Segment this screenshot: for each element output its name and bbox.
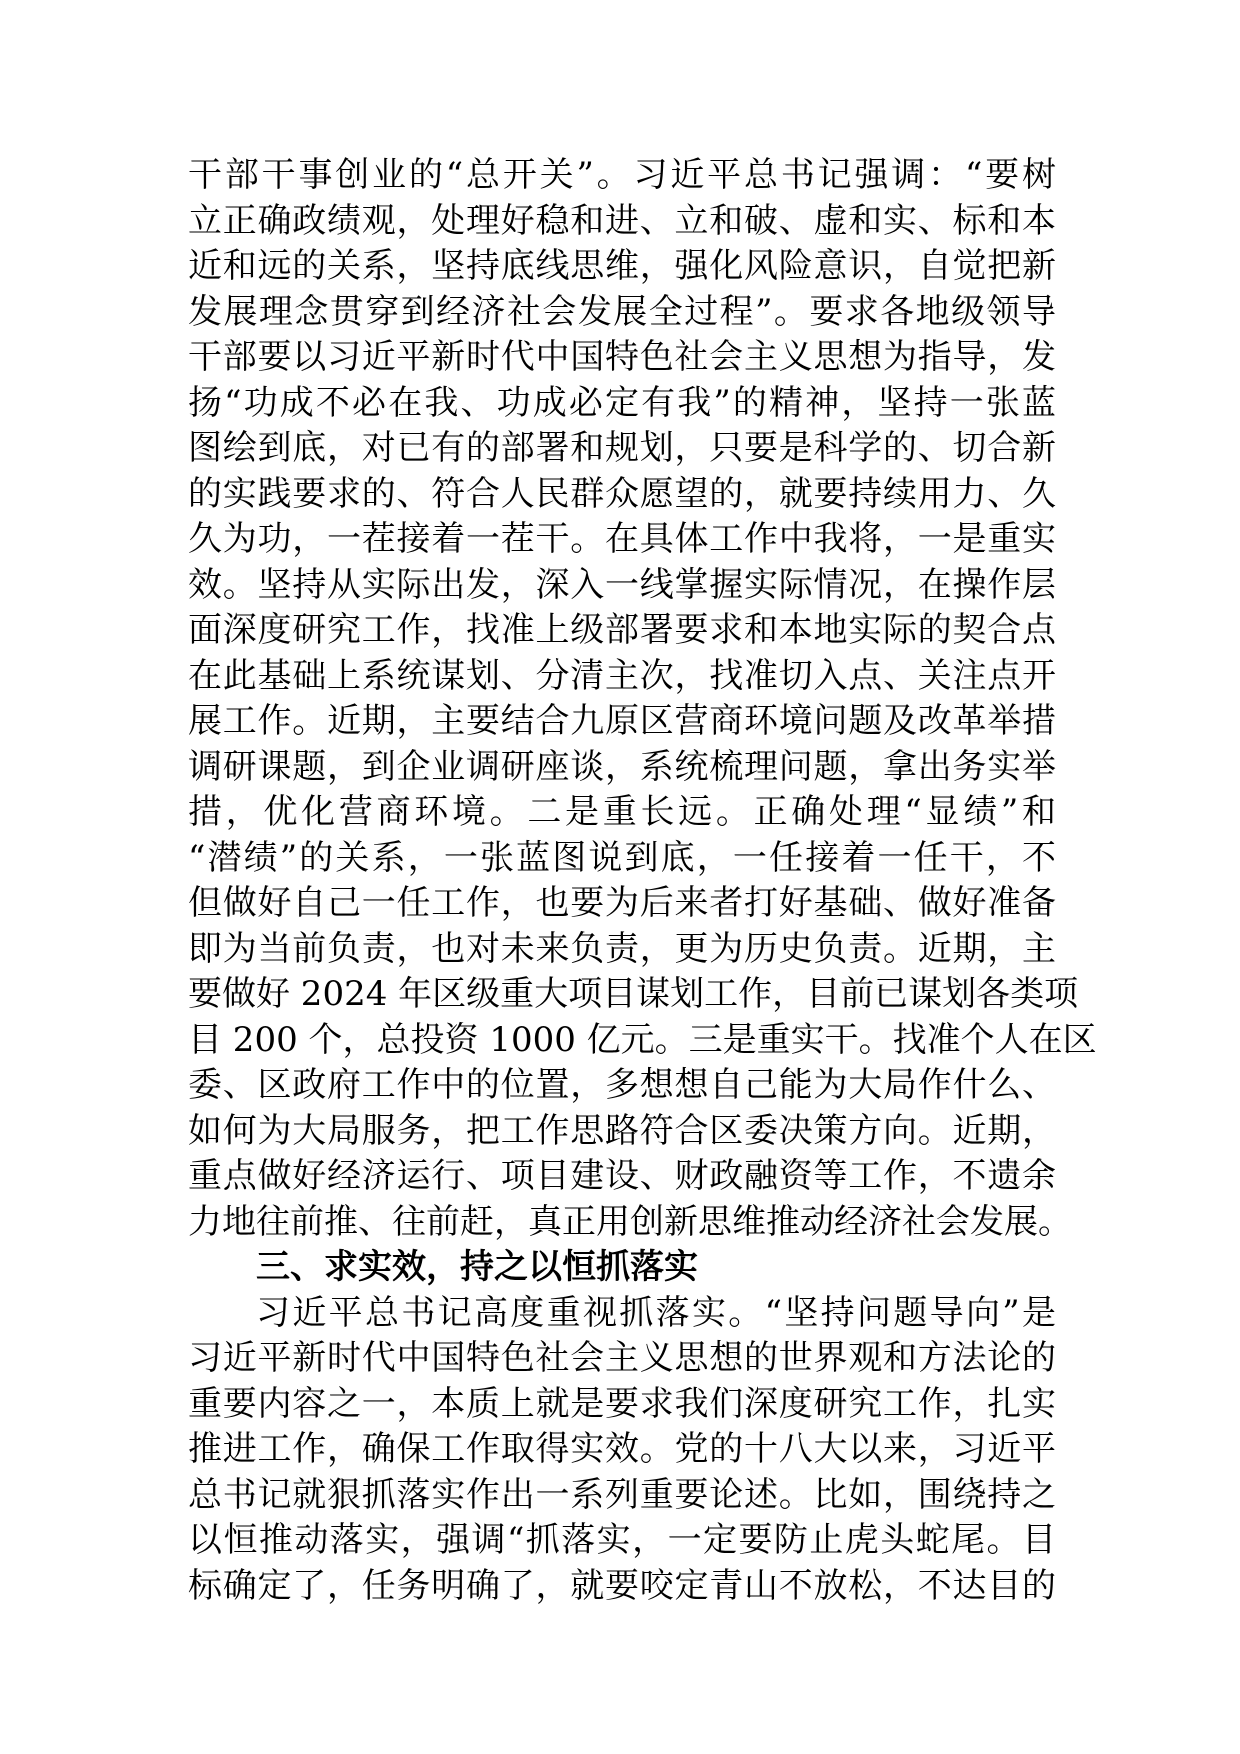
text-line: 措，优化营商环境。二是重长远。正确处理“显绩”和 — [188, 792, 1056, 832]
text-line: 立正确政绩观，处理好稳和进、立和破、虚和实、标和本 — [188, 200, 1056, 241]
text-line: 的实践要求的、符合人民群众愿望的，就要持续用力、久 — [188, 473, 1056, 514]
text-line: 习近平总书记高度重视抓落实。“坚持问题导向”是 — [256, 1292, 1056, 1333]
text-line: 效。坚持从实际出发，深入一线掌握实际情况，在操作层 — [188, 564, 1056, 605]
text-line: 目 200 个，总投资 1000 亿元。三是重实干。找准个人在区 — [188, 1019, 1097, 1060]
text-line: 干部要以习近平新时代中国特色社会主义思想为指导，发 — [188, 337, 1056, 377]
text-line: 展工作。近期，主要结合九原区营商环境问题及改革举措 — [188, 701, 1056, 741]
section-heading: 三、求实效，持之以恒抓落实 — [256, 1247, 698, 1287]
text-line: “潜绩”的关系，一张蓝图说到底，一任接着一任干，不 — [188, 837, 1056, 878]
text-line: 习近平新时代中国特色社会主义思想的世界观和方法论的 — [188, 1338, 1056, 1378]
text-line: 近和远的关系，坚持底线思维，强化风险意识，自觉把新 — [188, 246, 1056, 286]
text-line: 标确定了，任务明确了，就要咬定青山不放松，不达目的 — [188, 1565, 1056, 1606]
text-line: 即为当前负责，也对未来负责，更为历史负责。近期，主 — [188, 928, 1056, 969]
text-line: 力地往前推、往前赶，真正用创新思维推动经济社会发展。 — [188, 1201, 1072, 1242]
text-line: 发展理念贯穿到经济社会发展全过程”。要求各地级领导 — [188, 291, 1056, 332]
text-line: 调研课题，到企业调研座谈，系统梳理问题，拿出务实举 — [188, 746, 1056, 787]
text-line: 在此基础上系统谋划、分清主次，找准切入点、关注点开 — [188, 655, 1056, 696]
text-line: 总书记就狠抓落实作出一系列重要论述。比如，围绕持之 — [188, 1474, 1056, 1515]
text-line: 委、区政府工作中的位置，多想想自己能为大局作什么、 — [188, 1065, 1056, 1105]
text-line: 扬“功成不必在我、功成必定有我”的精神，坚持一张蓝 — [188, 382, 1056, 423]
text-line: 面深度研究工作，找准上级部署要求和本地实际的契合点 — [188, 610, 1056, 650]
text-line: 如何为大局服务，把工作思路符合区委决策方向。近期， — [188, 1110, 1056, 1151]
text-line: 图绘到底，对已有的部署和规划，只要是科学的、切合新 — [188, 428, 1056, 468]
text-line: 重要内容之一，本质上就是要求我们深度研究工作，扎实 — [188, 1383, 1056, 1424]
text-line: 干部干事创业的“总开关”。习近平总书记强调：“要树 — [188, 155, 1056, 195]
text-line: 要做好 2024 年区级重大项目谋划工作，目前已谋划各类项 — [188, 974, 1079, 1014]
text-line: 但做好自己一任工作，也要为后来者打好基础、做好准备 — [188, 883, 1056, 923]
text-line: 久为功，一茬接着一茬干。在具体工作中我将，一是重实 — [188, 519, 1056, 559]
text-line: 重点做好经济运行、项目建设、财政融资等工作，不遗余 — [188, 1156, 1056, 1196]
text-line: 以恒推动落实，强调“抓落实，一定要防止虎头蛇尾。目 — [188, 1520, 1056, 1560]
body-text — [188, 153, 1097, 1609]
text-line: 推进工作，确保工作取得实效。党的十八大以来，习近平 — [188, 1429, 1056, 1469]
